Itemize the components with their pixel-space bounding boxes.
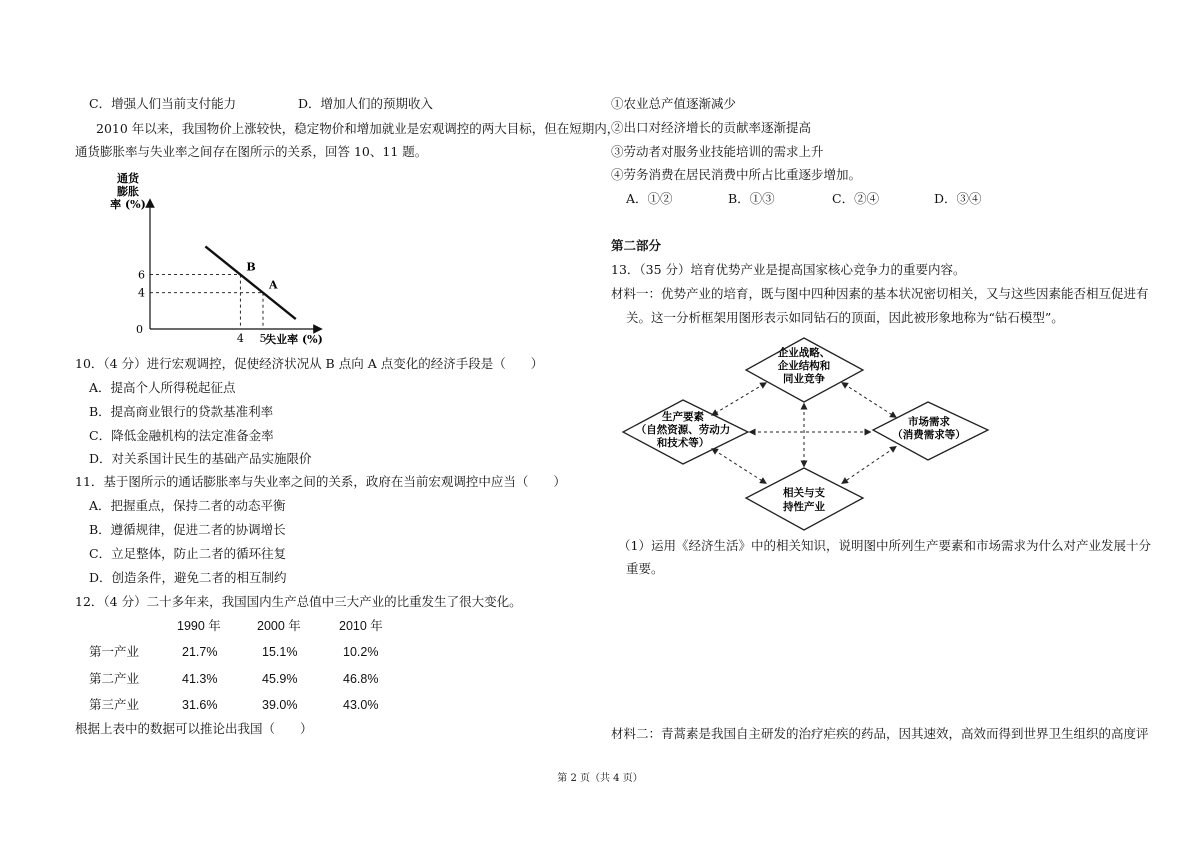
q12-item-1: ①农业总产值逐渐减少 bbox=[611, 96, 737, 111]
node-left-line-3: 和技术等） bbox=[656, 437, 710, 449]
q12-option-a: A．①② bbox=[626, 191, 673, 206]
q12-item-2: ②出口对经济增长的贡献率逐渐提高 bbox=[611, 120, 812, 135]
q12-option-b: B．①③ bbox=[728, 191, 775, 206]
q11-option-b: B．遵循规律，促进二者的协调增长 bbox=[89, 522, 286, 537]
point-label-A: A bbox=[269, 278, 278, 292]
table-cell: 39.0% bbox=[262, 698, 298, 712]
table-cell: 21.7% bbox=[182, 645, 218, 659]
q10-option-c: C．降低金融机构的法定准备金率 bbox=[89, 428, 274, 443]
node-left-line-1: 生产要素 bbox=[662, 411, 704, 423]
arrow-right-bottom bbox=[844, 448, 894, 482]
arrow-left-bottom bbox=[714, 450, 764, 482]
y-axis-label-line-3: 率 (%) bbox=[110, 198, 146, 211]
node-bottom-line-2: 持性产业 bbox=[783, 501, 825, 513]
node-right-line-2: （消费需求等） bbox=[892, 429, 966, 441]
table-cell: 45.9% bbox=[262, 672, 298, 686]
q11-option-a: A．把握重点，保持二者的动态平衡 bbox=[89, 498, 286, 513]
origin-label: 0 bbox=[136, 323, 143, 336]
diamond-model-diagram bbox=[618, 330, 998, 535]
y-tick-label: 6 bbox=[138, 268, 145, 282]
table-cell: 41.3% bbox=[182, 672, 218, 686]
q9-option-d: D．增加人们的预期收入 bbox=[298, 96, 434, 111]
q13-stem: 13．（35 分）培育优势产业是提高国家核心竞争力的重要内容。 bbox=[611, 262, 966, 277]
table-row-label-primary: 第一产业 bbox=[89, 644, 140, 659]
q12-item-3: ③劳动者对服务业技能培训的需求上升 bbox=[611, 144, 824, 159]
table-cell: 10.2% bbox=[343, 645, 379, 659]
q11-option-d: D．创造条件，避免二者的相互制约 bbox=[89, 570, 287, 585]
inflation-unemployment-chart bbox=[100, 165, 340, 350]
y-tick-label: 4 bbox=[138, 286, 145, 300]
node-top-line-1: 企业战略、 bbox=[777, 347, 831, 359]
material-1-line-1: 材料一：优势产业的培育，既与图中四种因素的基本状况密切相关，又与这些因素能否相互促进有 bbox=[611, 286, 1149, 301]
q13-part1-line-1: （1）运用《经济生活》中的相关知识，说明图中所列生产要素和市场需求为什么对产业发展十分 bbox=[618, 538, 1151, 553]
q11-stem: 11．基于图所示的通话膨胀率与失业率之间的关系，政府在当前宏观调控中应当（ ） bbox=[75, 474, 566, 489]
table-cell: 31.6% bbox=[182, 698, 218, 712]
arrow-top-left bbox=[714, 384, 764, 414]
node-bottom-line-1: 相关与支 bbox=[783, 487, 825, 499]
q10-stem: 10．（4 分）进行宏观调控，促使经济状况从 B 点向 A 点变化的经济手段是（ ） bbox=[75, 356, 544, 371]
table-row-label-secondary: 第二产业 bbox=[89, 671, 140, 686]
phillips-curve-line bbox=[205, 246, 295, 319]
material-1-line-2: 关。这一分析框架用图形表示如同钻石的顶面，因此被形象地称为“钻石模型”。 bbox=[626, 310, 1064, 325]
q13-part1-line-2: 重要。 bbox=[626, 561, 664, 576]
table-header-1990: 1990 年 bbox=[177, 619, 221, 633]
table-cell: 15.1% bbox=[262, 645, 298, 659]
arrow-top-right bbox=[844, 384, 894, 416]
material-2-line-1: 材料二：青蒿素是我国自主研发的治疗疟疾的药品，因其速效，高效而得到世界卫生组织的高度评 bbox=[611, 726, 1149, 741]
q12-option-c: C．②④ bbox=[832, 191, 880, 206]
q12-stem: 12．（4 分）二十多年来，我国国内生产总值中三大产业的比重发生了很大变化。 bbox=[75, 594, 522, 609]
y-axis-label bbox=[110, 171, 146, 211]
x-tick-label: 4 bbox=[236, 332, 244, 345]
y-axis-label-line-2: 膨胀 bbox=[117, 185, 139, 198]
page-footer: 第 2 页（共 4 页） bbox=[557, 773, 643, 784]
q11-option-c: C．立足整体，防止二者的循环往复 bbox=[89, 546, 287, 561]
part-two-heading: 第二部分 bbox=[611, 238, 662, 253]
intro-line-1: 2010 年以来，我国物价上涨较快，稳定物价和增加就业是宏观调控的两大目标，但在短期内， bbox=[96, 121, 620, 136]
table-header-2000: 2000 年 bbox=[257, 619, 301, 633]
intro-line-2: 通货膨胀率与失业率之间存在图所示的关系，回答 10、11 题。 bbox=[75, 144, 428, 159]
diamond-node-bottom bbox=[746, 468, 863, 530]
node-top-line-2: 企业结构和 bbox=[777, 360, 831, 372]
table-cell: 43.0% bbox=[343, 698, 379, 712]
q10-option-d: D．对关系国计民生的基础产品实施限价 bbox=[89, 451, 312, 466]
q9-option-c: C．增强人们当前支付能力 bbox=[89, 96, 237, 111]
table-header-2010: 2010 年 bbox=[339, 619, 383, 633]
node-top-line-3: 同业竞争 bbox=[783, 373, 825, 385]
y-axis-label-line-1: 通货 bbox=[117, 172, 139, 185]
q12-item-4: ④劳务消费在居民消费中所占比重逐步增加。 bbox=[611, 167, 862, 182]
table-row-label-tertiary: 第三产业 bbox=[89, 697, 140, 712]
x-tick-label: 5 bbox=[259, 332, 267, 345]
q12-after-text: 根据上表中的数据可以推论出我国（ ） bbox=[75, 721, 313, 736]
table-cell: 46.8% bbox=[343, 672, 379, 686]
point-label-B: B bbox=[246, 260, 256, 274]
node-left-line-2: （自然资源、劳动力 bbox=[635, 424, 731, 436]
q10-option-a: A．提高个人所得税起征点 bbox=[89, 380, 236, 395]
x-axis-label: 失业率 (%) bbox=[265, 333, 323, 346]
q10-option-b: B．提高商业银行的贷款基准利率 bbox=[89, 404, 274, 419]
node-right-line-1: 市场需求 bbox=[908, 416, 950, 428]
q12-option-d: D．③④ bbox=[934, 191, 982, 206]
